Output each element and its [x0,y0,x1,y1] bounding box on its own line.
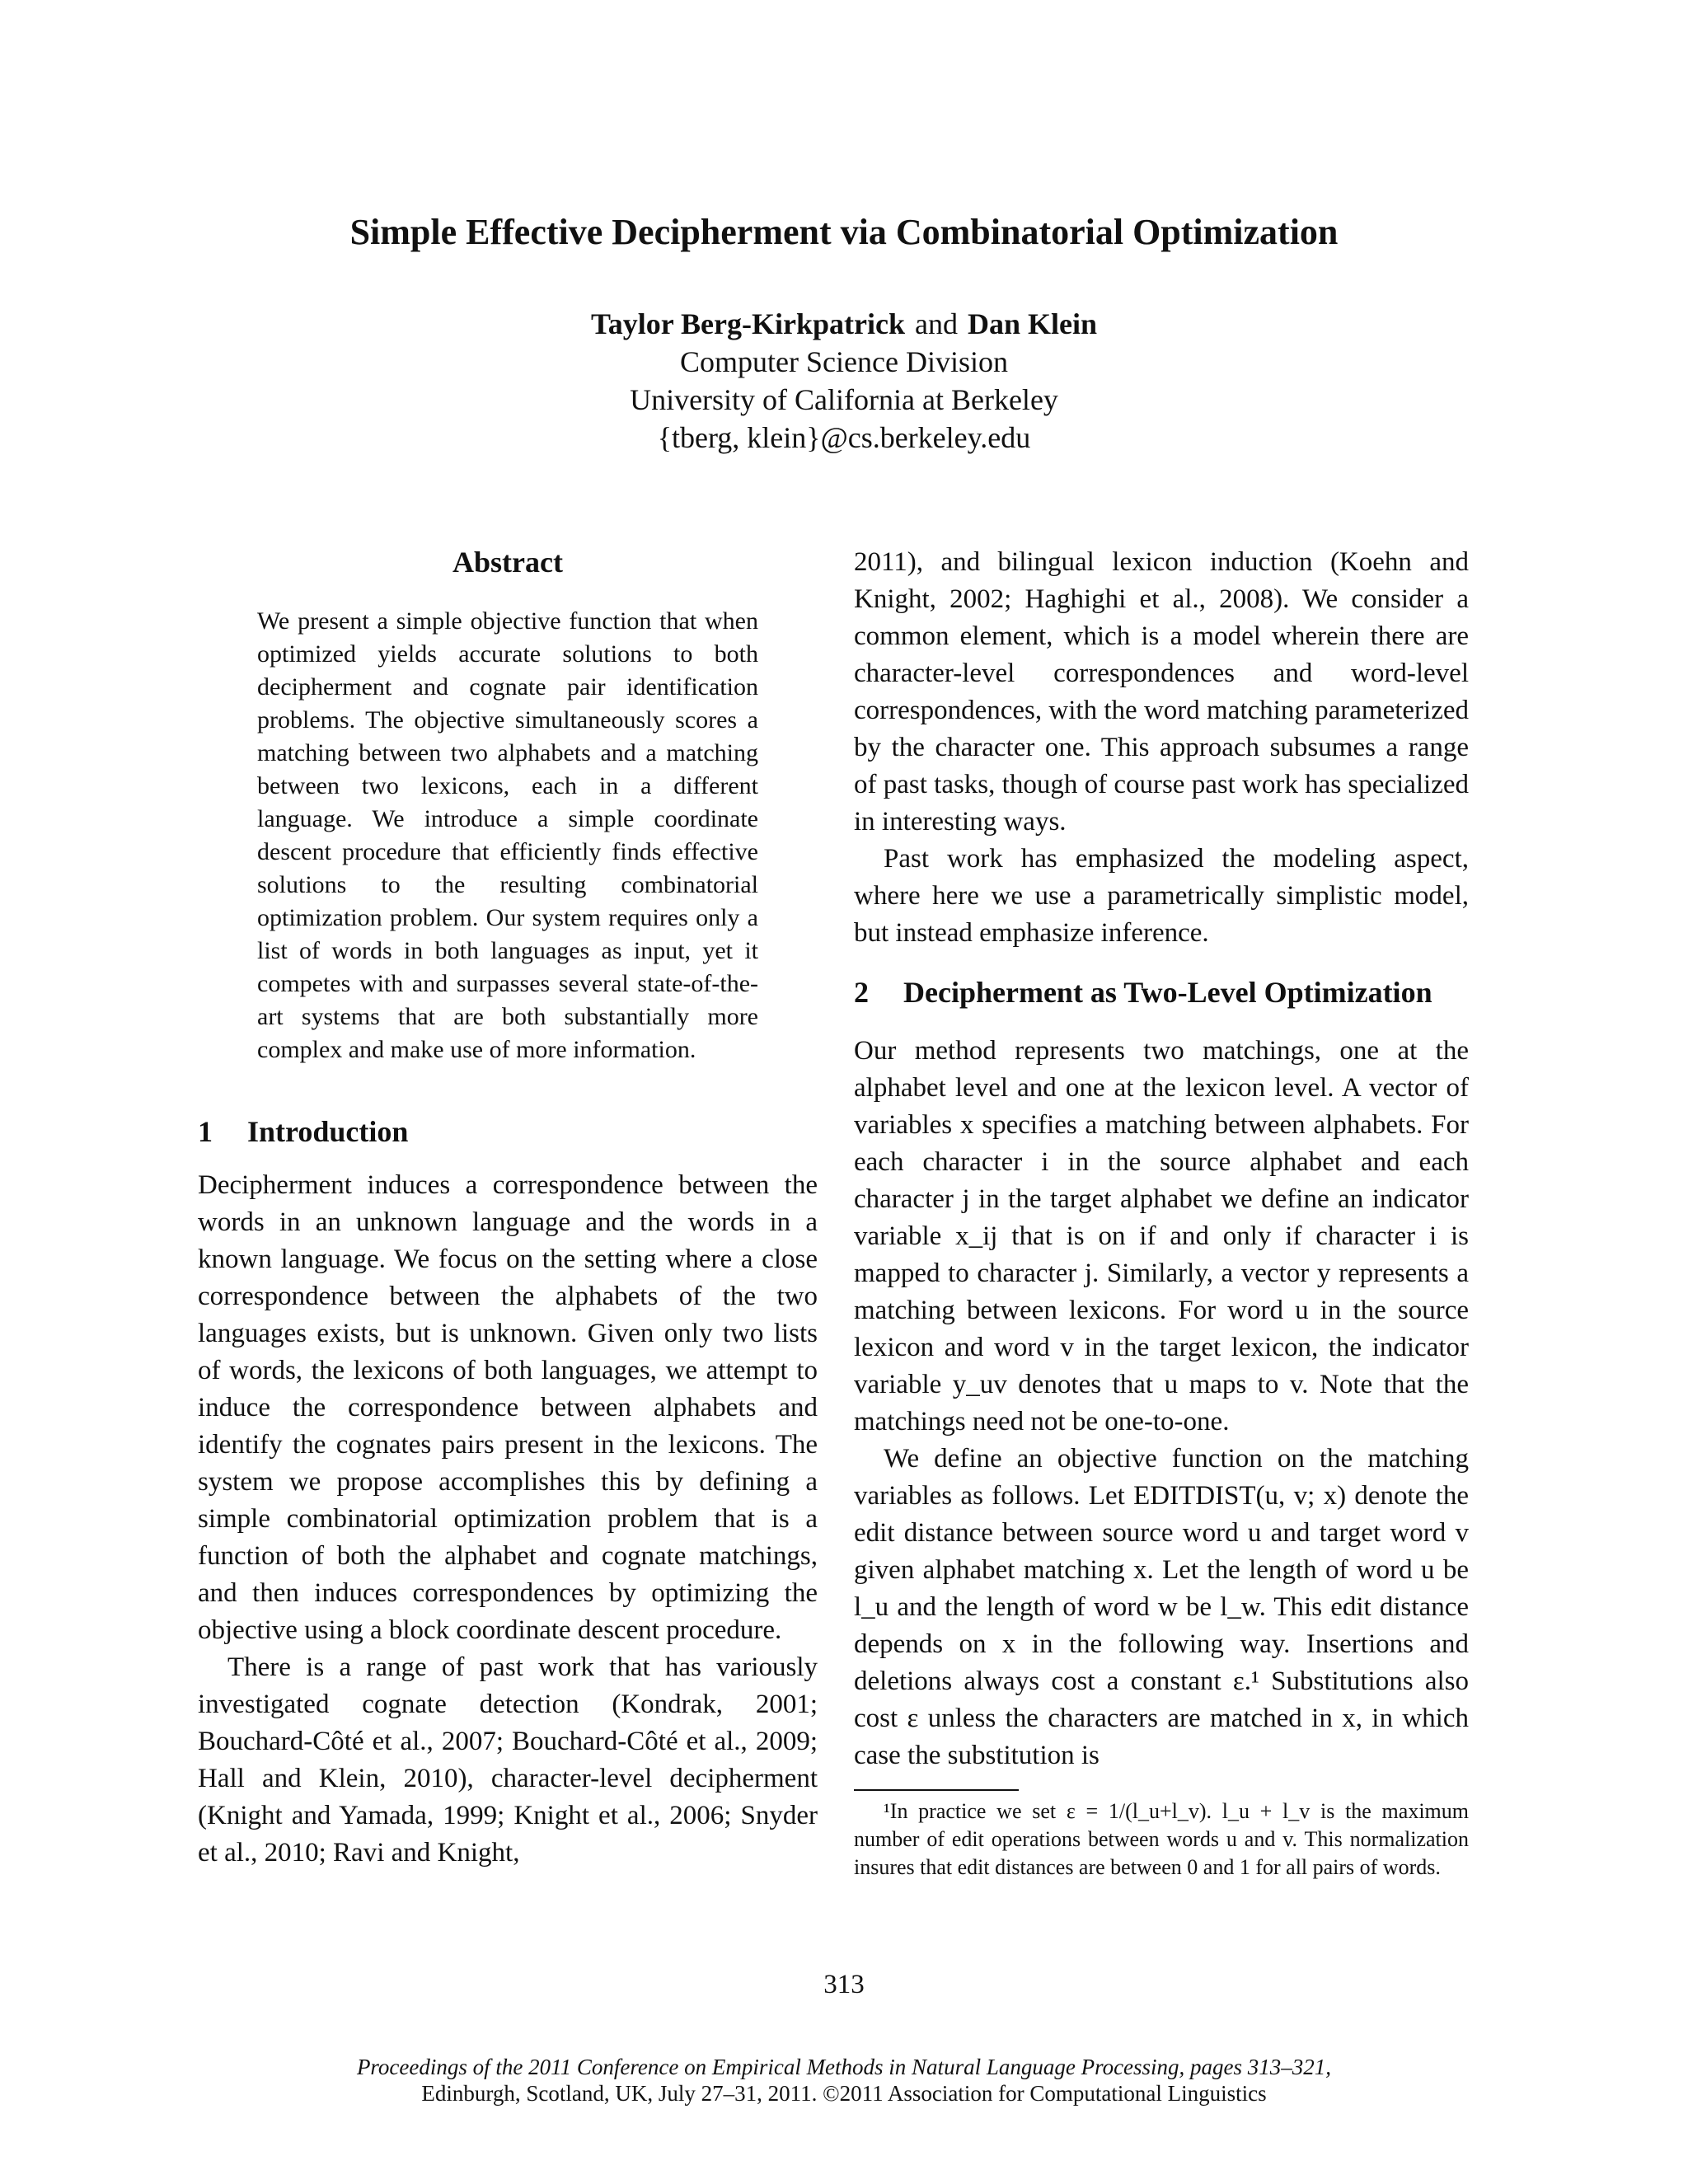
intro-paragraph-2-continued: 2011), and bilingual lexicon induction (Koehn and Knight, 2002; Haghighi et al., 2008). We consider a common element, which is a model wherein there are character-level correspondences and word-level correspondences, with the word matching parameterized by the character one. This approach subsumes a range of past tasks, though of course past work has specialized in interesting ways. [854,547,1469,837]
abstract-text: We present a simple objective function that when optimized yields accurate solutions to both decipherment and cognate pair identification problems. The objective simultaneously scores a matching between two alphabets and a matching between two lexicons, each in a different language. We introduce a simple coordinate descent procedure that efficiently finds effective solutions to the resulting combinatorial optimization problem. Our system requires only a list of words in both languages as input, yet it competes with and surpasses several state-of-the-art systems that are both substantially more complex and make use of more information. [257,607,758,1063]
right-column [854,544,1469,1882]
section-2-paragraph-1: Our method represents two matchings, one at the alphabet level and one at the lexicon level. A vector of variables x specifies a matching between alphabets. For each character i in the source alphabet and each character j in the target alphabet we define an indicator variable x_ij that is on if and only if character i is mapped to character j. Similarly, a vector y represents a matching between lexicons. For word u in the source lexicon and word v in the target lexicon, the indicator variable y_uv denotes that u maps to v. Note that the matchings need not be one-to-one. [854,1036,1469,1436]
footnote: ¹In practice we set ε = 1/(l_u+l_v). l_u + l_v is the maximum number of edit operations between words u and v. This normalization insures that edit distances are between 0 and 1 for all pairs of words. [854,1799,1469,1879]
abstract-heading: Abstract [452,546,563,579]
intro-paragraph-2: There is a range of past work that has variously investigated cognate detection (Kondrak, 2001; Bouchard-Côté et al., 2007; Bouchard-Côté et al., 2009; Hall and Klein, 2010), character-level decipherment (Knight and Yamada, 1999; Knight et al., 2006; Snyder et al., 2010; Ravi and Knight, [198,1652,818,1868]
section-2-paragraph-2: We define an objective function on the matching variables as follows. Let EDITDIST(u, v; x) denote the edit distance between source word u and target word v given alphabet matching x. Let the length of word u be l_u and the length of word w be l_w. This edit distance depends on x in the following way. Insertions and deletions always cost a constant ε.¹ Substitutions also cost ε unless the characters are matched in x, in which case the substitution is [854,1444,1469,1770]
intro-paragraph-1: Decipherment induces a correspondence between the words in an unknown language and the words in a known language. We focus on the setting where a close correspondence between the alphabets of the two languages exists, but is unknown. Given only two lists of words, the lexicons of both languages, we attempt to induce the correspondence between alphabets and identify the cognates pairs present in the lexicons. The system we propose accomplishes this by defining a simple combinatorial optimization problem that is a function of both the alphabet and cognate matchings, and then induces correspondences by optimizing the objective using a block coordinate descent procedure. [198,1170,818,1645]
author-first: Taylor Berg-Kirkpatrick [590,307,905,340]
section-2-title: Decipherment as Two-Level Optimization [903,976,1432,1009]
author-connector: and [914,307,958,340]
section-1-title: Introduction [247,1115,409,1148]
left-column [198,544,818,1872]
section-1-number: 1 [198,1115,213,1148]
intro-paragraph-3: Past work has emphasized the modeling aspect, where here we use a parametrically simplistic model, but instead emphasize inference. [854,844,1469,948]
affiliation-line-2: University of California at Berkeley [630,383,1058,416]
author-second: Dan Klein [967,307,1097,340]
section-2-heading [854,973,1469,1011]
author-names [0,305,1688,343]
proceedings-footer [0,2054,1688,2107]
proceedings-line-2: Edinburgh, Scotland, UK, July 27–31, 2011. ©2011 Association for Computational Linguistics [421,2081,1267,2106]
page-number: 313 [823,1970,865,1999]
proceedings-line-1: Proceedings of the 2011 Conference on Empirical Methods in Natural Language Processing, pages 313–321, [356,2055,1332,2079]
author-email: {tberg, klein}@cs.berkeley.edu [657,421,1031,454]
footnote-divider [854,1789,1019,1791]
section-1-heading [198,1113,818,1151]
author-block [0,305,1688,457]
affiliation-line-1: Computer Science Division [680,345,1008,378]
paper-title: Simple Effective Decipherment via Combinatorial Optimization [349,212,1339,252]
section-2-number: 2 [854,976,869,1009]
